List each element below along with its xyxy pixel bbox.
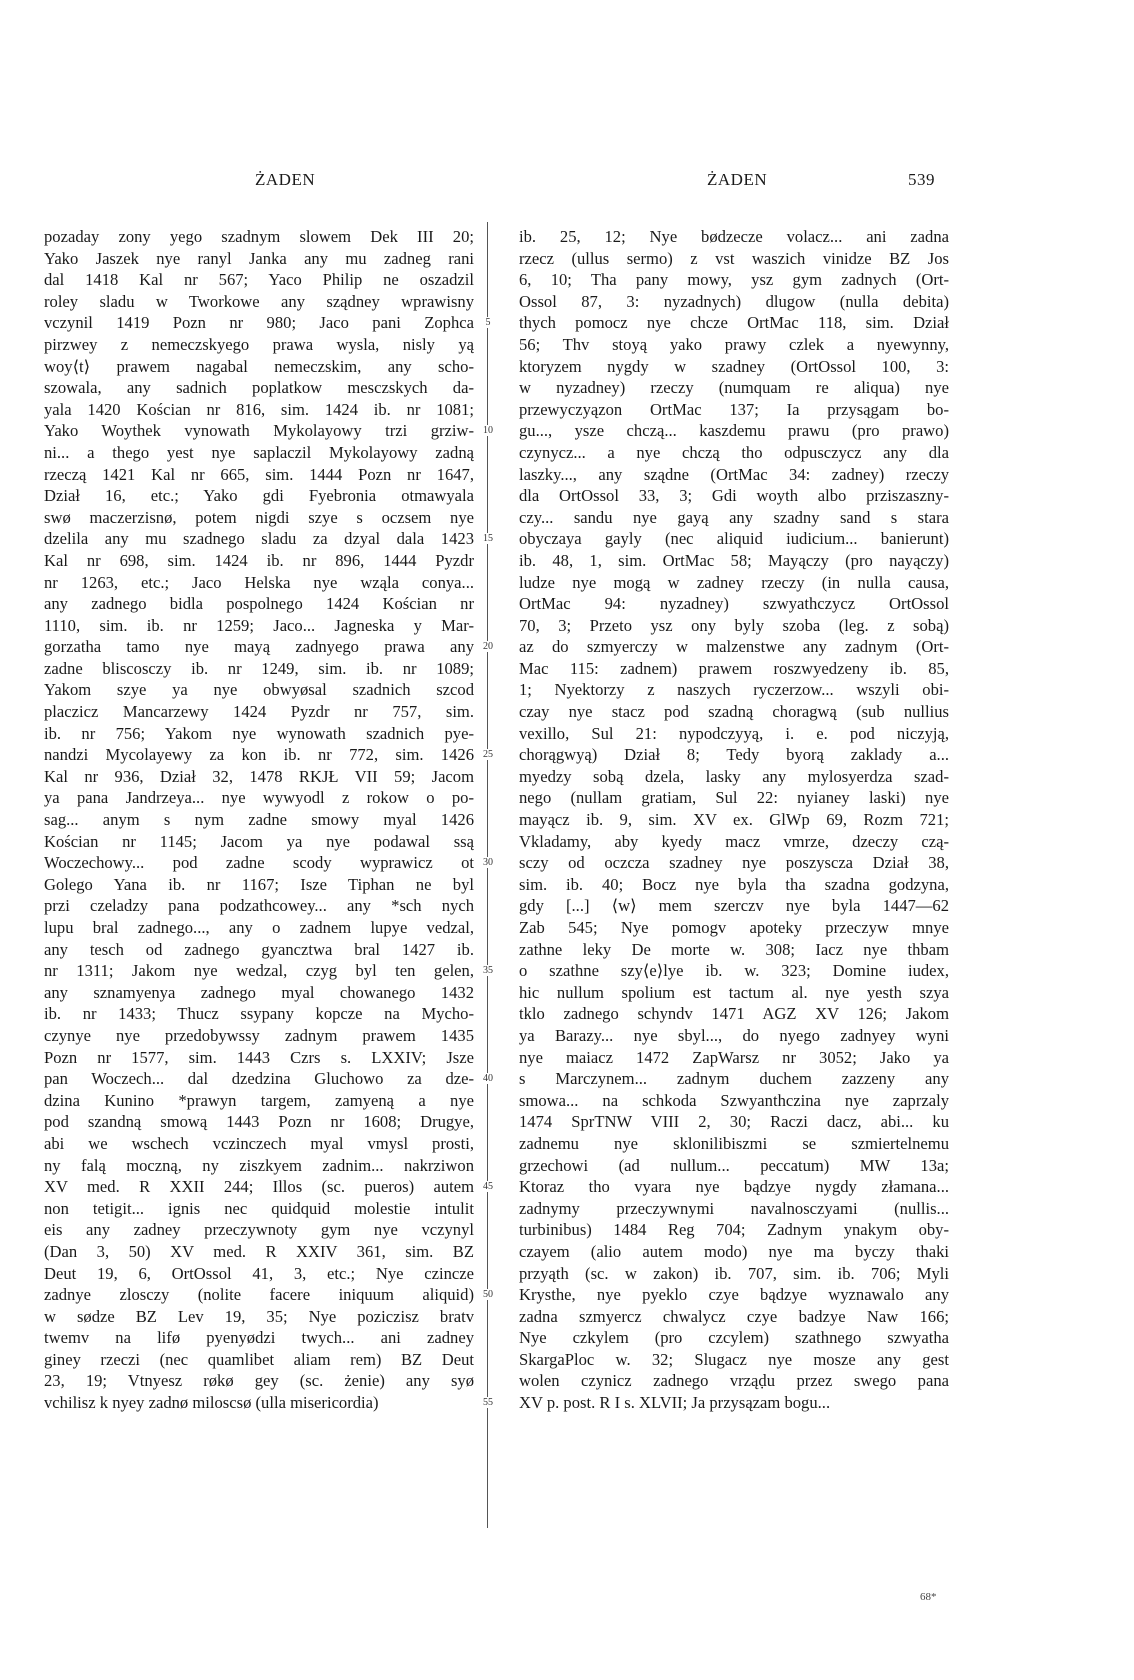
text-line: turbinibus) 1484 Reg 704; Zadnym ynakym oby- (519, 1220, 949, 1240)
right-column (519, 226, 949, 1414)
text-line: nr 1263, etc.; Jaco Helska nye wząla conya... (44, 572, 474, 592)
running-head-left: ŻADEN (255, 170, 316, 189)
text-line: Ktoraz tho vyara nye bądzye nygdy złamana... (519, 1177, 949, 1197)
text-line: 23, 19; Vtnyesz røkø gey (sc. żenie) any syø (44, 1371, 474, 1391)
text-line: czy... sandu nye gayą any szadny sand s stara (519, 507, 949, 527)
text-line: dal 1418 Kal nr 567; Yaco Philip ne oszadzil (44, 270, 474, 290)
text-line: 70, 3; Przeto ysz ony byly szoba (leg. z sobą) (519, 615, 949, 635)
page-number: 539 (908, 170, 935, 189)
line-number: 5 (478, 317, 498, 328)
text-line: (Dan 3, 50) XV med. R XXIV 361, sim. BZ (44, 1241, 474, 1261)
text-line: czay nye stacz pod szadną choragwą (sub nullius (519, 702, 949, 722)
text-line: gu..., ysze chczą... kaszdemu prawu (pro prawo) (519, 421, 949, 441)
column-divider (487, 222, 488, 1528)
line-number: 55 (478, 1397, 498, 1408)
text-line: Yako Woythek vynowath Mykolayowy trzi grziw- (44, 421, 474, 441)
text-line: vchilisz k nyey zadnø miloscsø (ulla misericordia) (44, 1393, 379, 1413)
text-line: any tesch od zadnego gyanсztwa bral 1427 ib. (44, 939, 474, 959)
text-line: chorągwyą) Dział 8; Tedy byorą zaklady a... (519, 745, 949, 765)
text-line: przi czeladzy pana podzathcowey... any *sch nych (44, 896, 474, 916)
text-line: giney rzeczi (nec quamlibet aliam rem) BZ Deut (44, 1349, 474, 1369)
text-line: woy⟨t⟩ prawem nagabal nemeczskim, any scho- (44, 356, 474, 376)
text-line: zadne bliscosczy ib. nr 1249, sim. ib. nr 1089; (44, 658, 474, 678)
text-line: dzelila any mu szadnego sladu za dzyal dala 1423 (44, 529, 474, 549)
text-line: vexillo, Sul 21: nypodczyyą, i. e. pod niczyją, (519, 723, 949, 743)
text-line: hic nullum spolium est tactum al. nye yesth szya (519, 982, 949, 1002)
text-line: XV med. R XXII 244; Illos (sc. pueros) autem (44, 1177, 474, 1197)
text-line: rzeczą 1421 Kal nr 665, sim. 1444 Pozn nr 1647, (44, 464, 474, 484)
text-line: yala 1420 Kościan nr 816, sim. 1424 ib. nr 1081; (44, 399, 474, 419)
text-line: az do szmyerczy w malzenstwe any zadnym (Ort- (519, 637, 949, 657)
text-line: lupu bral zadnego..., any o zadnem lupye vedzal, (44, 918, 474, 937)
text-line: swø maczerzisnø, potem nigdi szye s oczsem nye (44, 507, 474, 527)
text-line: zadna szmyercz chwalycz czye badzye Naw 166; (519, 1306, 949, 1326)
text-line: ya pana Jandrzeya... nye wywyodl z rokow o po- (44, 788, 474, 808)
text-line: sim. ib. 40; Bocz nye byla tha szadna godzyna, (519, 874, 949, 894)
text-line: zadnye zlosczy (nolite facere iniquum aliquid) (44, 1285, 474, 1305)
text-line: smowa... na schkoda Szwyanthczina nye zaprzaly (519, 1090, 949, 1110)
text-line: s Marczynem... zadnym duchem zazzeny any (519, 1069, 949, 1089)
text-line: pozaday zony yego szadnym slowem Dek III 20; (44, 227, 474, 246)
left-column (44, 226, 474, 1414)
text-line: gorzatha tamo nye mayą zadnyego prawa any (44, 637, 474, 657)
text-line: vczynil 1419 Pozn nr 980; Jaco pani Zophca (44, 313, 474, 333)
text-line: twemv na lifø pyenyødzi twych... ani zadney (44, 1328, 474, 1348)
text-line: pan Woczech... dal dzedzina Gluchowo za dze- (44, 1069, 474, 1089)
text-line: nandzi Mycolayewy za kon ib. nr 772, sim. 1426 (44, 745, 474, 765)
text-line: w nyzadney) rzeczy (numquam re aliqua) nye (519, 378, 949, 398)
line-number: 35 (478, 965, 498, 976)
text-line: zadnymy przeczywnymi navalnosczyami (nullis... (519, 1198, 949, 1218)
running-head-right: ŻADEN (707, 170, 768, 189)
text-line: nr 1311; Jakom nye wedzal, czyg byl ten gelen, (44, 961, 474, 981)
text-line: tklo zadnego schyndv 1471 AGZ XV 126; Jakom (519, 1004, 949, 1024)
text-line: ny falą moczną, ny ziszkyem zadnim... nakrziwon (44, 1155, 474, 1175)
printer-signature: 68* (920, 1591, 937, 1603)
text-line: eis any zadney przeczywnoty gym nye vczynyl (44, 1220, 474, 1240)
text-line: przewyczyązon OrtMac 137; Ia przysągam bo- (519, 399, 949, 419)
text-line: nye maiacz 1472 ZapWarsz nr 3052; Jako ya (519, 1047, 949, 1067)
text-line: dla OrtOssol 33, 3; Gdi woyth albo prziszaszny- (519, 486, 949, 506)
text-line: Woczechowy... pod zadne scody wyprawicz ot (44, 853, 474, 873)
text-line: Krysthe, nye pyeklo czye bądzye wyznawalo any (519, 1285, 949, 1305)
text-line: Mac 115: zadnem) prawem roszwyedzeny ib. 85, (519, 658, 949, 678)
text-line: ib. nr 756; Yakom nye wynowath szadnich pye- (44, 723, 474, 743)
text-line: sag... anym s nym zadne smowy myal 1426 (44, 810, 474, 830)
text-line: Yakom szye ya nye obwyøsal szadnich szcod (44, 680, 474, 700)
text-line: 56; Thv stoyą yako prawy czlek a nyewynny, (519, 334, 949, 354)
line-number: 25 (478, 749, 498, 760)
text-line: Pozn nr 1577, sim. 1443 Czrs s. LXXIV; Jsze (44, 1047, 474, 1067)
text-line: Yako Jaszek nye ranyl Janka any mu zadneg rani (44, 248, 474, 268)
line-number: 10 (478, 425, 498, 436)
text-line: gdy [...] ⟨w⟩ mem szerczv nye byla 1447—62 (519, 896, 949, 916)
line-number: 50 (478, 1289, 498, 1300)
text-line: ib. nr 1433; Thucz ssypany kopcze na Mycho- (44, 1004, 474, 1024)
text-line: zadnemu nye sklonilibiszmi se szmiertelnemu (519, 1133, 949, 1153)
text-line: 1110, sim. ib. nr 1259; Jaco... Jagneska y Mar- (44, 615, 474, 635)
text-line: rzecz (ullus sermo) z vst waszich vinidze BZ Jos (519, 248, 949, 268)
text-line: ktoryzem nygdy w szadney (OrtOssol 100, 3: (519, 356, 949, 376)
text-line: non tetigit... ignis nec quidquid molestie intulit (44, 1198, 474, 1218)
text-line: SkargaPloc w. 32; Slugacz nye mosze any gest (519, 1349, 949, 1369)
text-line: 1474 SprTNW VIII 2, 30; Raczi dacz, abi... ku (519, 1112, 949, 1132)
text-line: grzechowi (ad nullum... peccatum) MW 13a; (519, 1155, 949, 1175)
text-line: obyczaya gayly (nec aliquid iudicium... banierunt) (519, 529, 949, 549)
text-line: czynye nye przedobywssy zadnym prawem 1435 (44, 1025, 474, 1045)
text-line: 1; Nyektorzy z naszych ryczerzow... wszyli obi- (519, 680, 949, 700)
text-line: szowala, any sadnich poplatkow mesczskych da- (44, 378, 474, 398)
line-number: 30 (478, 857, 498, 868)
text-line: placzicz Mancarzewy 1424 Pyzdr nr 757, sim. (44, 702, 474, 722)
text-line: pod szandną smową 1443 Pozn nr 1608; Drugye, (44, 1112, 474, 1132)
text-line: Dział 16, etc.; Yako gdi Fyebronia otmawyala (44, 486, 474, 506)
text-line: mayącz ib. 9, sim. XV ex. GlWp 69, Rozm 721; (519, 810, 949, 830)
text-line: nego (nullam gratiam, Sul 22: nyianey laski) nye (519, 788, 949, 808)
text-line: ib. 25, 12; Nye bødzecze volacz... ani zadna (519, 227, 949, 246)
text-line: wolen czynicz zadnego vrząḍu przez swego pana (519, 1371, 949, 1391)
text-line: Golego Yana ib. nr 1167; Isze Tiphan ne byl (44, 874, 474, 894)
text-line: Kościan nr 1145; Jacom ya nye podawal ssą (44, 831, 474, 851)
text-line: Zab 545; Nye pomogv apoteky przeczyw mnye (519, 918, 949, 937)
text-line: ya Barazy... nye sbyl..., do nyego zadnyey wyni (519, 1025, 949, 1045)
line-number: 20 (478, 641, 498, 652)
text-line: XV p. post. R I s. XLVII; Ja przysązam bogu... (519, 1393, 831, 1413)
text-line: Kal nr 698, sim. 1424 ib. nr 896, 1444 Pyzdr (44, 550, 474, 570)
text-line: laszky..., any sządne (OrtMac 34: zadney) rzeczy (519, 464, 949, 484)
text-line: przyąth (sc. w zakon) ib. 707, sim. ib. 706; Myli (519, 1263, 949, 1283)
text-line: o szathne szy⟨e⟩lye ib. w. 323; Domine iudex, (519, 961, 949, 981)
text-line: Ossol 87, 3: nyzadnych) dlugow (nulla debita) (519, 291, 949, 311)
line-number: 45 (478, 1181, 498, 1192)
text-line: thych pomocz nye chcze OrtMac 118, sim. Dział (519, 313, 949, 333)
line-number: 40 (478, 1073, 498, 1084)
text-line: Vkladamy, aby kyedy macz vmrze, dzeczy czą- (519, 831, 949, 851)
text-line: Kal nr 936, Dział 32, 1478 RKJŁ VII 59; Jacom (44, 766, 474, 786)
text-line: sczy od oczcza szadney nye poszyscza Dział 38, (519, 853, 949, 873)
text-line: any zadnego bidla pospolnego 1424 Kościan nr (44, 594, 474, 614)
text-line: czynycz... a nye chczą tho odpusczycz any dla (519, 442, 949, 462)
text-line: any sznamyenya zadnego myal chowanego 1432 (44, 982, 474, 1002)
text-line: ni... a thego yest nye saplaczil Mykolayowy zadną (44, 442, 474, 462)
text-line: czayem (alio autem modo) nye ma byczy thaki (519, 1241, 949, 1261)
text-line: ludze nye mogą w zadney rzeczy (in nulla causa, (519, 572, 949, 592)
text-line: abi we wschech vczinczech myal vmysl prosti, (44, 1133, 474, 1153)
text-line: ib. 48, 1, sim. OrtMac 58; Mayączy (pro nayączy) (519, 550, 949, 570)
text-line: pirzwey z nemeczskyego prawa wysla, nisly yą (44, 334, 474, 354)
line-number: 15 (478, 533, 498, 544)
text-line: 6, 10; Tha pany mowy, ysz gym zadnych (Ort- (519, 270, 949, 290)
text-line: dzina Kunino *prawyn targem, zamyeną a nye (44, 1090, 474, 1110)
text-line: roley sladu w Tworkowe any sządney wprawisny (44, 291, 474, 311)
text-line: w sødze BZ Lev 19, 35; Nye poziczisz bratv (44, 1306, 474, 1326)
text-line: Nye czkylem (pro czcylem) szathnego szwyatha (519, 1328, 949, 1348)
text-line: OrtMac 94: nyzadney) szwyathczycz OrtOssol (519, 594, 949, 614)
text-line: myedzy sobą dzela, lasky any mylosyerdza szad- (519, 766, 949, 786)
text-line: zathne leky De morte w. 308; Iacz nye thbam (519, 939, 949, 959)
text-line: Deut 19, 6, OrtOssol 41, 3, etc.; Nye czincze (44, 1263, 474, 1283)
